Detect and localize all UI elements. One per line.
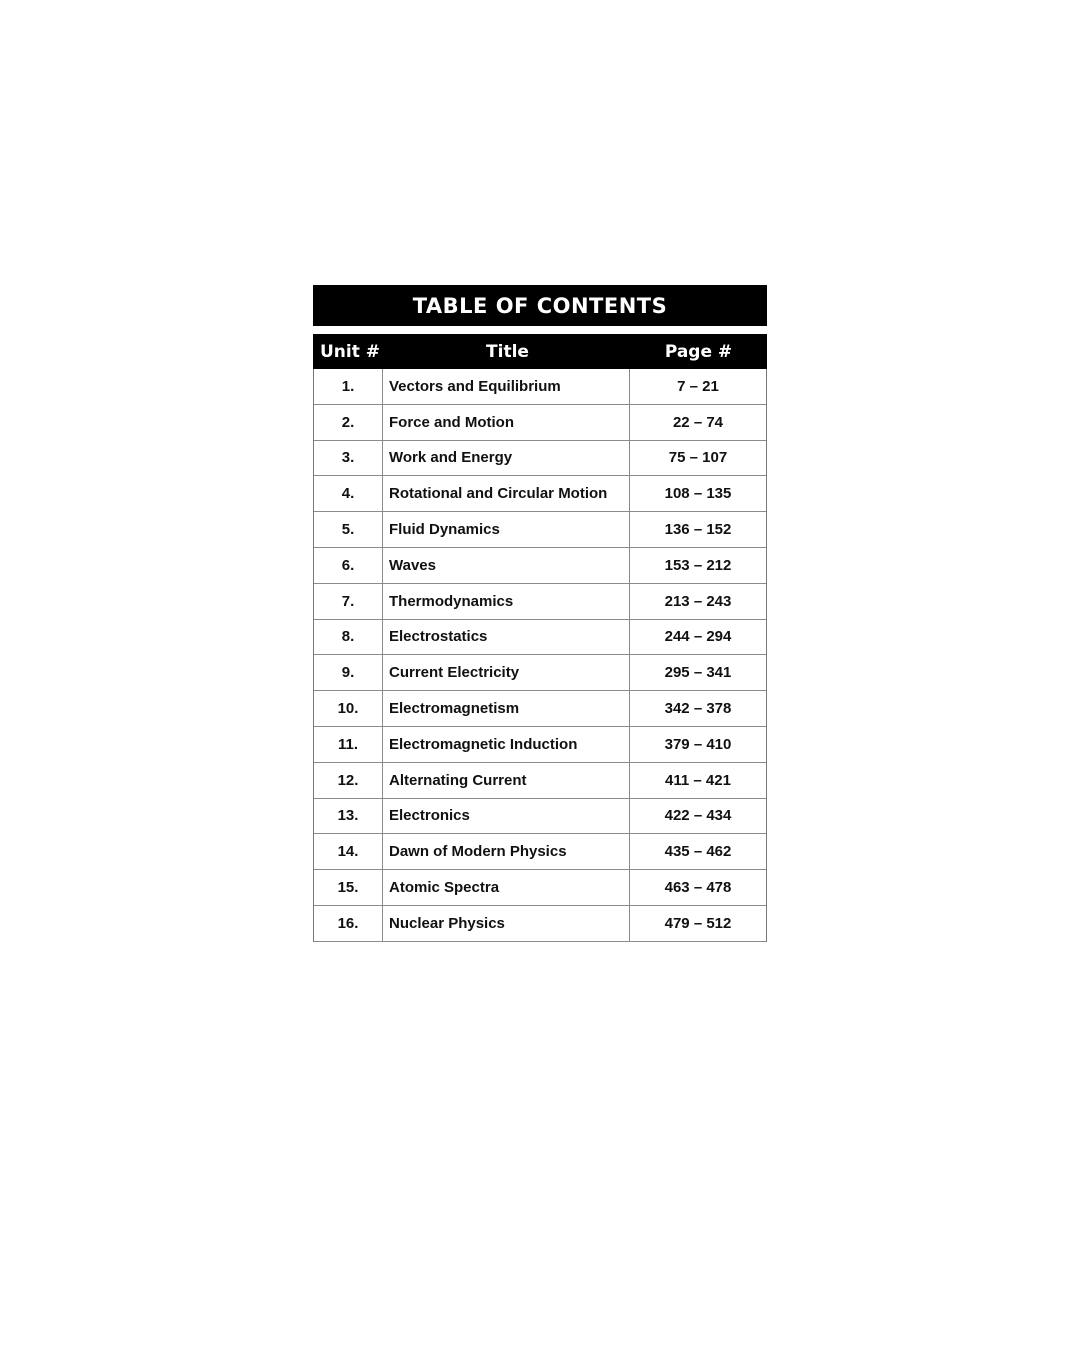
unit-title: Rotational and Circular Motion xyxy=(383,476,630,511)
unit-title: Dawn of Modern Physics xyxy=(383,834,630,869)
page-range: 342 – 378 xyxy=(664,700,732,718)
unit-number: 5. xyxy=(314,512,383,547)
page-range: 153 – 212 xyxy=(664,556,732,574)
page-range: 422 – 434 xyxy=(664,807,732,825)
table-row xyxy=(314,620,766,656)
unit-title: Vectors and Equilibrium xyxy=(383,369,630,404)
page-range: 435 – 462 xyxy=(664,843,732,861)
unit-title: Atomic Spectra xyxy=(383,870,630,905)
unit-title: Work and Energy xyxy=(383,441,630,476)
table-row xyxy=(314,727,766,763)
page-range: 463 – 478 xyxy=(664,879,732,897)
unit-number: 7. xyxy=(314,584,383,619)
table-row xyxy=(314,906,766,942)
table-row xyxy=(314,548,766,584)
page-range: 7 – 21 xyxy=(677,377,719,395)
column-header-unit: Unit # xyxy=(320,341,381,362)
unit-title: Waves xyxy=(383,548,630,583)
table-row xyxy=(314,512,766,548)
page-range: 108 – 135 xyxy=(664,485,732,503)
page-range: 244 – 294 xyxy=(664,628,732,646)
page-range: 479 – 512 xyxy=(664,914,732,932)
unit-title: Current Electricity xyxy=(383,655,630,690)
page-range: 295 – 341 xyxy=(664,664,732,682)
table-row xyxy=(314,870,766,906)
unit-number: 15. xyxy=(314,870,383,905)
unit-number: 1. xyxy=(314,369,383,404)
page-range: 136 – 152 xyxy=(664,521,732,539)
unit-number: 9. xyxy=(314,655,383,690)
toc-heading: TABLE OF CONTENTS xyxy=(313,285,767,326)
unit-number: 11. xyxy=(314,727,383,762)
page-range: 213 – 243 xyxy=(664,592,732,610)
table-row xyxy=(314,834,766,870)
unit-title: Nuclear Physics xyxy=(383,906,630,941)
table-row xyxy=(314,584,766,620)
table-row xyxy=(314,405,766,441)
unit-number: 16. xyxy=(314,906,383,941)
toc-column-header xyxy=(313,334,767,369)
unit-title: Force and Motion xyxy=(383,405,630,440)
unit-number: 10. xyxy=(314,691,383,726)
table-row xyxy=(314,691,766,727)
unit-number: 14. xyxy=(314,834,383,869)
unit-number: 13. xyxy=(314,799,383,834)
column-header-title: Title xyxy=(486,341,529,362)
page-range: 411 – 421 xyxy=(665,771,731,789)
unit-number: 3. xyxy=(314,441,383,476)
unit-number: 4. xyxy=(314,476,383,511)
unit-title: Electromagnetism xyxy=(383,691,630,726)
unit-title: Alternating Current xyxy=(383,763,630,798)
column-header-page: Page # xyxy=(664,341,733,362)
page-range: 22 – 74 xyxy=(672,413,724,431)
unit-number: 8. xyxy=(314,620,383,655)
table-row xyxy=(314,369,766,405)
table-row xyxy=(314,441,766,477)
table-row xyxy=(314,763,766,799)
unit-number: 6. xyxy=(314,548,383,583)
unit-title: Thermodynamics xyxy=(383,584,630,619)
unit-number: 2. xyxy=(314,405,383,440)
unit-title: Electrostatics xyxy=(383,620,630,655)
table-row xyxy=(314,655,766,691)
table-row xyxy=(314,476,766,512)
page-range: 75 – 107 xyxy=(668,449,728,467)
toc-gap xyxy=(313,326,767,334)
unit-title: Electronics xyxy=(383,799,630,834)
unit-title: Fluid Dynamics xyxy=(383,512,630,547)
page-range: 379 – 410 xyxy=(664,735,732,753)
unit-number: 12. xyxy=(314,763,383,798)
toc-body xyxy=(313,369,767,942)
unit-title: Electromagnetic Induction xyxy=(383,727,630,762)
table-row xyxy=(314,799,766,835)
table-of-contents xyxy=(313,285,767,942)
